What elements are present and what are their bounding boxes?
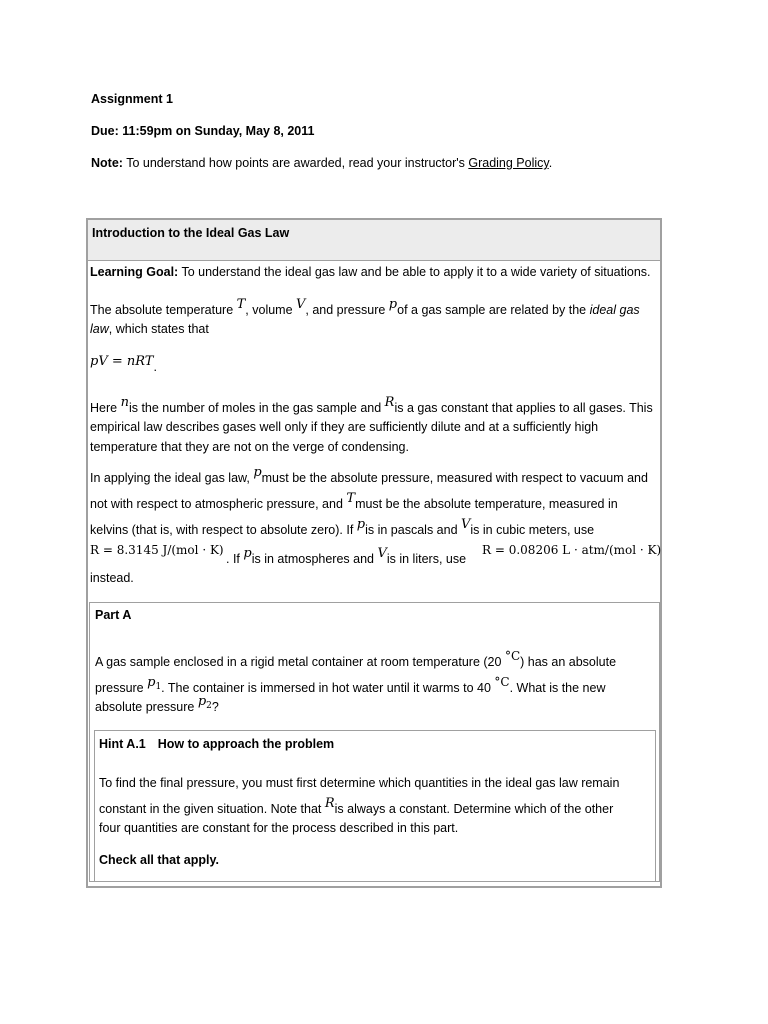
section-title: Introduction to the Ideal Gas Law <box>92 226 290 240</box>
symbol-p: p <box>253 465 262 480</box>
paragraph-3-line-2 <box>90 491 618 513</box>
equation: R = 8.3145 J/(mol · K) <box>90 543 224 557</box>
panel-title-bar <box>88 220 660 261</box>
text: is a gas constant that applies to all gases. This <box>394 401 653 415</box>
symbol-p: p <box>356 517 366 532</box>
hint-label: Hint A.1 <box>99 737 146 751</box>
text: absolute pressure <box>95 700 198 714</box>
text: must be the absolute temperature, measured in <box>355 497 618 511</box>
r-pascal-value <box>90 542 224 558</box>
symbol-p2 <box>198 694 212 709</box>
due-date: Due: 11:59pm on Sunday, May 8, 2011 <box>91 124 315 138</box>
italic-text: ideal gas <box>589 303 640 317</box>
paragraph-1-line-1 <box>90 297 640 319</box>
text: is in liters, use <box>386 552 467 566</box>
grading-policy-link[interactable]: Grading Policy <box>468 156 549 170</box>
note-line <box>91 156 552 170</box>
subscript: 1 <box>155 682 162 692</box>
text: is always a constant. Determine which of the other <box>334 802 614 816</box>
text: . The container is immersed in hot water until it warms to 40 <box>161 681 495 695</box>
symbol-p: p <box>243 546 252 561</box>
symbol-T: T <box>346 491 356 506</box>
text: A gas sample enclosed in a rigid metal container at room temperature (20 <box>95 655 505 669</box>
symbol-T: T <box>236 297 246 312</box>
text: , volume <box>245 303 297 317</box>
hint-line-2 <box>99 796 614 818</box>
text: ) has an absolute <box>520 655 617 669</box>
text: must be the absolute pressure, measured with respect to vacuum and <box>261 471 648 485</box>
equation: R = 0.08206 L · atm/(mol · K) <box>482 543 662 557</box>
learning-goal-text: To understand the ideal gas law and be able to apply it to a wide variety of situations. <box>178 265 651 279</box>
text: of a gas sample are related by the <box>397 303 590 317</box>
degree-unit: °C <box>494 675 510 689</box>
paragraph-1-line-2 <box>90 321 209 337</box>
paragraph-3-line-3 <box>90 517 595 539</box>
note-text: To understand how points are awarded, read your instructor's <box>122 156 469 170</box>
symbol-V: V <box>296 297 306 312</box>
text: ? <box>211 700 219 714</box>
symbol: p <box>147 675 156 690</box>
symbol: p <box>197 694 207 709</box>
text: is the number of moles in the gas sample and <box>128 401 385 415</box>
italic-text: law <box>90 322 109 336</box>
ideal-gas-equation <box>90 353 157 374</box>
degree-unit: °C <box>504 649 521 663</box>
r-atm-value <box>482 542 661 558</box>
text: constant in the given situation. Note that <box>99 802 325 816</box>
symbol-V: V <box>461 517 471 532</box>
symbol-p1 <box>147 675 161 690</box>
hint-header[interactable] <box>99 736 334 752</box>
symbol-V: V <box>377 546 387 561</box>
note-end: . <box>548 156 553 170</box>
text: is in pascals and <box>365 523 461 537</box>
part-a-line-1 <box>95 649 617 670</box>
text: . <box>153 360 157 374</box>
part-a-title: Part A <box>95 608 132 622</box>
part-a-line-3 <box>95 694 219 717</box>
hint-line-3: four quantities are constant for the process described in this part. <box>99 821 459 835</box>
assignment-title: Assignment 1 <box>91 92 173 106</box>
subscript: 2 <box>206 701 212 711</box>
equation: pV = nRT <box>90 354 154 369</box>
paragraph-2-line-3: temperature that they are not on the verge of condensing. <box>90 440 409 454</box>
text: kelvins (that is, with respect to absolute zero). If <box>90 523 357 537</box>
text: , which states that <box>108 322 209 336</box>
text: not with respect to atmospheric pressure, and <box>90 497 347 511</box>
text: The absolute temperature <box>90 303 237 317</box>
text: In applying the ideal gas law, <box>90 471 254 485</box>
text: , and pressure <box>305 303 389 317</box>
hint-line-1: To find the final pressure, you must first determine which quantities in the ideal gas law remain <box>99 776 620 790</box>
text: . What is the new <box>509 681 606 695</box>
text: pressure <box>95 681 148 695</box>
text: . If <box>226 552 244 566</box>
symbol-p: p <box>388 297 398 312</box>
symbol-n: n <box>120 395 129 410</box>
text: is in cubic meters, use <box>470 523 595 537</box>
paragraph-3-line-5: instead. <box>90 571 134 585</box>
symbol-R: R <box>324 796 335 811</box>
paragraph-3-line-1 <box>90 465 648 487</box>
hint-instruction: Check all that apply. <box>99 853 219 867</box>
symbol-R: R <box>384 395 395 410</box>
text: Here <box>90 401 121 415</box>
learning-goal-label: Learning Goal: <box>90 265 179 279</box>
paragraph-3-line-4 <box>226 546 467 568</box>
note-label: Note: <box>91 156 123 170</box>
paragraph-2-line-2: empirical law describes gases well only if they are sufficiently dilute and at a sufficiently high <box>90 420 599 434</box>
hint-title: How to approach the problem <box>157 737 335 751</box>
paragraph-2-line-1 <box>90 395 653 417</box>
text: is in atmospheres and <box>251 552 378 566</box>
part-a-line-2 <box>95 675 606 698</box>
learning-goal <box>90 264 651 280</box>
